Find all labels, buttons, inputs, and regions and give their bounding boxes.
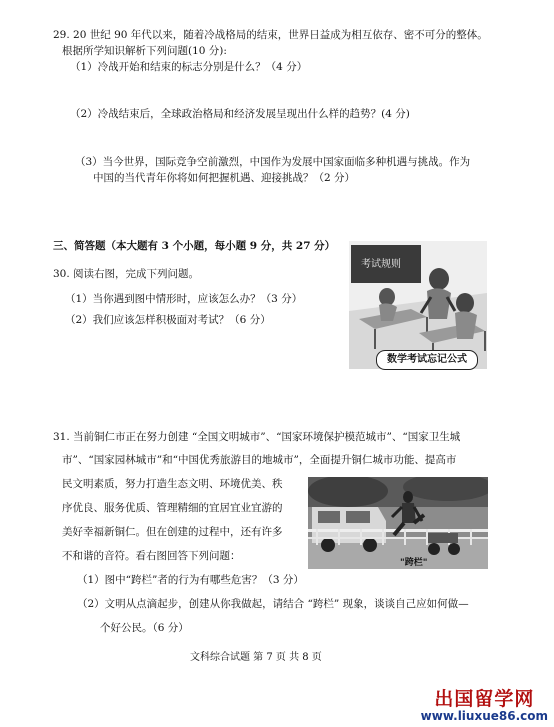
q31-sub2-line2: 个好公民。（6 分） <box>100 622 189 634</box>
q29-sub1: （1）冷战开始和结束的标志分别是什么？（4 分） <box>70 61 308 73</box>
q31-line3: 民文明素质，努力打造生态文明、环境优美、秩 <box>62 478 283 490</box>
railing-photo <box>308 477 488 569</box>
q30-image-caption-box <box>376 350 478 370</box>
q30-intro: 30. 阅读右图，完成下列问题。 <box>53 268 200 280</box>
q31-line5: 美好幸福新铜仁。但在创建的过程中，还有许多 <box>62 526 283 538</box>
section-heading: 三、简答题（本大题有 3 个小题，每小题 9 分，共 27 分） <box>53 240 336 252</box>
q29-sub3-line2: 中国的当代青年你将如何把握机遇、迎接挑战？（2 分） <box>93 172 356 184</box>
q31-line1: 31. 当前铜仁市正在努力创建 “全国文明城市”、“国家环境保护模范城市”、“国家卫生城 <box>53 431 461 443</box>
q29-line1: 29. 20 世纪 90 年代以来，随着冷战格局的结束，世界日益成为相互依存、密不可分的整体。 <box>53 29 488 41</box>
board-text: 考试规则 <box>361 259 401 270</box>
q31-sub1: （1）图中“跨栏”者的行为有哪些危害？（3 分） <box>77 574 304 586</box>
q31-line4: 序优良、服务优质、管理精细的宜居宜业宜游的 <box>62 502 283 514</box>
q29-sub2: （2）冷战结束后，全球政治格局和经济发展呈现出什么样的趋势？(4 分) <box>70 108 410 120</box>
q29-line2: 根据所学知识解析下列问题(10 分): <box>62 45 227 57</box>
q31-image-caption: "跨栏" <box>400 558 428 568</box>
q31-line6: 不和谐的音符。看右图回答下列问题： <box>62 550 241 562</box>
q31-sub2-line1: （2）文明从点滴起步，创建从你我做起，请结合 “跨栏” 现象，谈谈自己应如何做— <box>77 598 469 610</box>
q29-sub3-line1: （3）当今世界，国际竞争空前激烈，中国作为发展中国家面临多种机遇与挑战。作为 <box>75 156 471 168</box>
q30-sub2: （2）我们应该怎样积极面对考试？（6 分） <box>65 314 271 326</box>
watermark-name: 出国留学网 <box>434 688 535 710</box>
q30-image-caption: 数学考试忘记公式 <box>387 354 467 365</box>
q30-sub1: （1）当你遇到图中情形时，应该怎么办？（3 分） <box>65 293 303 305</box>
page-footer: 文科综合试题 第 7 页 共 8 页 <box>190 652 322 663</box>
site-watermark <box>421 684 548 723</box>
q31-line2: 市”、“国家园林城市”和“中国优秀旅游目的地城市”，全面提升铜仁城市功能、提高市 <box>62 454 457 466</box>
watermark-url[interactable]: www.liuxue86.com <box>420 709 548 723</box>
